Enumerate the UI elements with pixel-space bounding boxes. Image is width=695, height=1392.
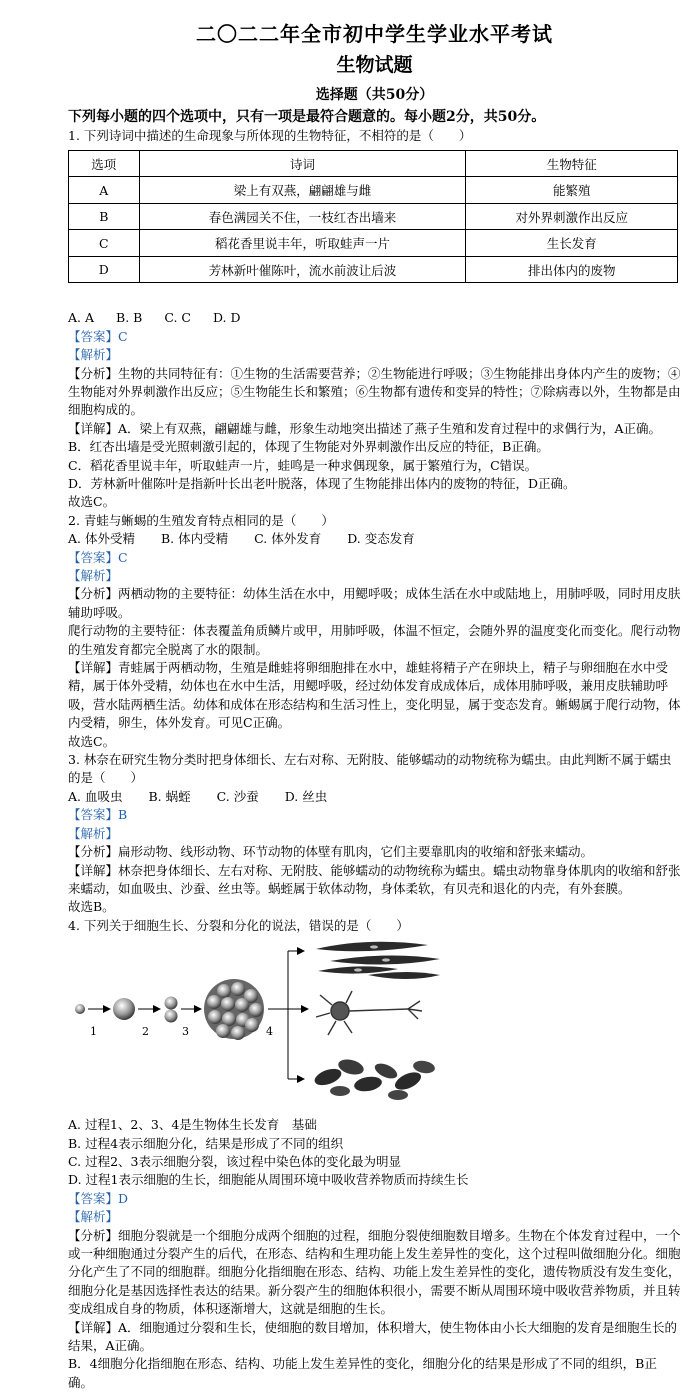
table-cell: 芳林新叶催陈叶，流水前波让后波 <box>139 256 466 283</box>
answer-value: D <box>118 1190 129 1206</box>
cell-grown <box>113 998 135 1020</box>
q3-conclusion: 故选B。 <box>68 899 115 915</box>
q4-analysis-tag: 【解析】 <box>68 1209 119 1225</box>
option: D. D <box>212 310 241 326</box>
table-row <box>69 177 678 204</box>
table-cell: C <box>69 230 140 257</box>
q2-analysis-tag: 【解析】 <box>68 568 119 583</box>
q4-detail-b: B．4细胞分化指细胞在形态、结构、功能上发生差异性的变化，细胞分化的结果是形成了不同的组织，B正确。 <box>68 1356 657 1390</box>
q2-analysis-2: 爬行动物的主要特征：体表覆盖角质鳞片或甲，用肺呼吸，体温不恒定，会随外界的温度变化而变化。爬行动物的生殖发育都完全脱离了水的限制。 <box>68 623 681 657</box>
option: A. 血吸虫 <box>68 788 123 804</box>
option: B. B <box>116 310 143 326</box>
table-cell: 生长发育 <box>466 230 678 257</box>
cell-small <box>75 1004 85 1014</box>
answer-value: B <box>118 807 128 823</box>
cell-division-figure <box>68 939 678 1109</box>
table-header-row <box>69 150 678 177</box>
cell-divided <box>165 1010 178 1023</box>
process-label: 4 <box>266 1025 273 1039</box>
neuron-cell <box>316 991 422 1035</box>
option: C. C <box>164 310 191 326</box>
table-cell: 排出体内的废物 <box>466 256 678 283</box>
answer-value: C <box>118 549 128 565</box>
table-cell: A <box>69 177 140 204</box>
q3-analysis: 【分析】扁形动物、线形动物、环节动物的体壁有肌肉，它们主要靠肌肉的收缩和舒张来蠕动。 <box>68 844 594 860</box>
q1-options <box>68 309 681 327</box>
table-cell: 春色满园关不住，一枝红杏出墙来 <box>139 203 466 230</box>
q2-conclusion: 故选C。 <box>68 733 116 749</box>
option: A. A <box>68 310 95 326</box>
q1-detail-a: 【详解】A．梁上有双燕，翩翩雄与雌，形象生动地突出描述了燕子生殖和发育过程中的求偶行为，A正确。 <box>68 420 662 436</box>
q3-answer <box>68 806 681 824</box>
answer-value: C <box>118 328 128 344</box>
q2-detail: 【详解】青蛙属于两栖动物，生殖是雌蛙将卵细胞排在水中，雄蛙将精子产在卵块上，精子与卵细胞在水中受精，属于体外受精，幼体也在水中生活，用鳃呼吸，经过幼体发育成成体后，成体用肺呼吸，兼用皮肤辅助呼吸，营水陆两栖生活。幼体和成体在形态结构和生活习性上，变化明显，属于变态发育。蜥蜴属于爬行动物，体内受精，卵生，体外发育。可见C正确。 <box>68 660 681 731</box>
muscle-cells <box>316 942 440 979</box>
q3-analysis-tag: 【解析】 <box>68 825 119 841</box>
option: C. 沙蚕 <box>216 788 259 804</box>
q1-detail-d: D．芳林新叶催陈叶是指新叶长出老叶脱落，体现了生物能排出体内的废物的特征，D正确。 <box>68 475 576 491</box>
q4-analysis: 【分析】细胞分裂就是一个细胞分成两个细胞的过程，细胞分裂使细胞数目增多。生物在个体发育过程中，一个或一种细胞通过分裂产生的后代，在形态、结构和生理功能上发生差异性的变化，这个过程叫做细胞分化。细胞分化产生了不同的细胞群。细胞分化指细胞在形态、结构、功能上发生差异性的变化，遗传物质没有发生变化，细胞分化是基因选择性表达的结果。新分裂产生的细胞体积很小，需要不断从周围环境中吸收营养物质，并且转变成组成自身的物质，体积逐渐增大，这就是细胞的生长。 <box>68 1227 681 1317</box>
option: B. 体内受精 <box>160 531 229 547</box>
table-cell: D <box>69 256 140 283</box>
q1-table <box>68 150 678 284</box>
q2-answer <box>68 549 681 567</box>
q1-conclusion: 故选C。 <box>68 494 116 510</box>
table-row <box>69 203 678 230</box>
q4-answer <box>68 1190 681 1208</box>
answer-tag: 【答案】 <box>68 1190 119 1206</box>
option: A. 体外受精 <box>68 531 135 547</box>
table-cell: 稻花香里说丰年，听取蛙声一片 <box>139 230 466 257</box>
answer-tag: 【答案】 <box>68 549 119 565</box>
table-row <box>69 256 678 283</box>
q1-detail-b: B．红杏出墙是受光照刺激引起的，体现了生物能对外界刺激作出反应的特征，B正确。 <box>68 439 549 455</box>
q4-option-a: A. 过程1、2、3、4是生物体生长发育 基础 <box>68 1117 317 1133</box>
option: C. 体外发育 <box>254 531 322 547</box>
q1-answer <box>68 328 681 346</box>
subject-title: 生物试题 <box>336 54 413 76</box>
q2-options <box>68 530 681 548</box>
table-row <box>69 230 678 257</box>
table-header: 生物特征 <box>466 150 678 177</box>
cell-cluster <box>204 979 264 1040</box>
table-header: 选项 <box>69 150 140 177</box>
q1-analysis-tag: 【解析】 <box>68 347 119 363</box>
instruction: 下列每小题的四个选项中，只有一项是最符合题意的。每小题2分，共50分。 <box>68 109 546 125</box>
blood-cells <box>312 1057 435 1100</box>
answer-tag: 【答案】 <box>68 807 119 823</box>
table-cell: 梁上有双燕，翩翩雄与雌 <box>139 177 466 204</box>
q1-stem: 1. 下列诗词中描述的生命现象与所体现的生物特征，不相符的是（ ） <box>68 128 472 144</box>
process-label: 1 <box>90 1025 97 1039</box>
option: D. 变态发育 <box>347 531 415 547</box>
process-label: 3 <box>182 1025 189 1039</box>
option: D. 丝虫 <box>284 788 328 804</box>
process-label: 2 <box>142 1025 149 1039</box>
q1-analysis: 【分析】生物的共同特征有：①生物的生活需要营养；②生物能进行呼吸；③生物能排出身体内产生的废物；④生物能对外界刺激作出反应；⑤生物能生长和繁殖；⑥生物都有遗传和变异的特性；⑦除病毒以外，生物都是由细胞构成的。 <box>68 365 681 418</box>
q2-analysis-1: 【分析】两栖动物的主要特征：幼体生活在水中，用鳃呼吸；成体生活在水中或陆地上，用肺呼吸，同时用皮肤辅助呼吸。 <box>68 586 681 620</box>
answer-tag: 【答案】 <box>68 328 119 344</box>
q4-option-b: B. 过程4表示细胞分化，结果是形成了不同的组织 <box>68 1135 344 1151</box>
q4-option-d: D. 过程1表示细胞的生长，细胞能从周围环境中吸收营养物质而持续生长 <box>68 1172 469 1188</box>
table-header: 诗词 <box>139 150 466 177</box>
table-cell: B <box>69 203 140 230</box>
q3-stem: 3. 林奈在研究生物分类时把身体细长、左右对称、无附肢、能够蠕动的动物统称为蠕虫。由此判断不属于蠕虫的是（ ） <box>68 752 672 786</box>
q2-stem: 2. 青蛙与蜥蜴的生殖发育特点相同的是（ ） <box>68 512 334 528</box>
q4-stem: 4. 下列关于细胞生长、分裂和分化的说法，错误的是（ ） <box>68 917 409 933</box>
q4-option-c: C. 过程2、3表示细胞分裂，该过程中染色体的变化最为明显 <box>68 1153 401 1169</box>
q3-options <box>68 788 681 806</box>
section-title: 选择题（共50分） <box>315 87 434 103</box>
option: B. 蜗蛭 <box>148 788 191 804</box>
q3-detail: 【详解】林奈把身体细长、左右对称、无附肢、能够蠕动的动物统称为蠕虫。蠕虫动物靠身体肌肉的收缩和舒张来蠕动，如血吸虫、沙蚕、丝虫等。蜗蛭属于软体动物，身体柔软，有贝壳和退化的内壳，有外套膜。 <box>68 862 681 896</box>
table-cell: 对外界刺激作出反应 <box>466 203 678 230</box>
table-cell: 能繁殖 <box>466 177 678 204</box>
exam-title: 二〇二二年全市初中学生学业水平考试 <box>196 22 553 46</box>
q4-detail-a: 【详解】A．细胞通过分裂和生长，使细胞的数目增加，体积增大，使生物体由小长大细胞的发育是细胞生长的结果，A正确。 <box>68 1319 678 1353</box>
cell-divided <box>165 997 178 1010</box>
q1-detail-c: C．稻花香里说丰年，听取蛙声一片，蛙鸣是一种求偶现象，属于繁殖行为，C错误。 <box>68 457 538 473</box>
